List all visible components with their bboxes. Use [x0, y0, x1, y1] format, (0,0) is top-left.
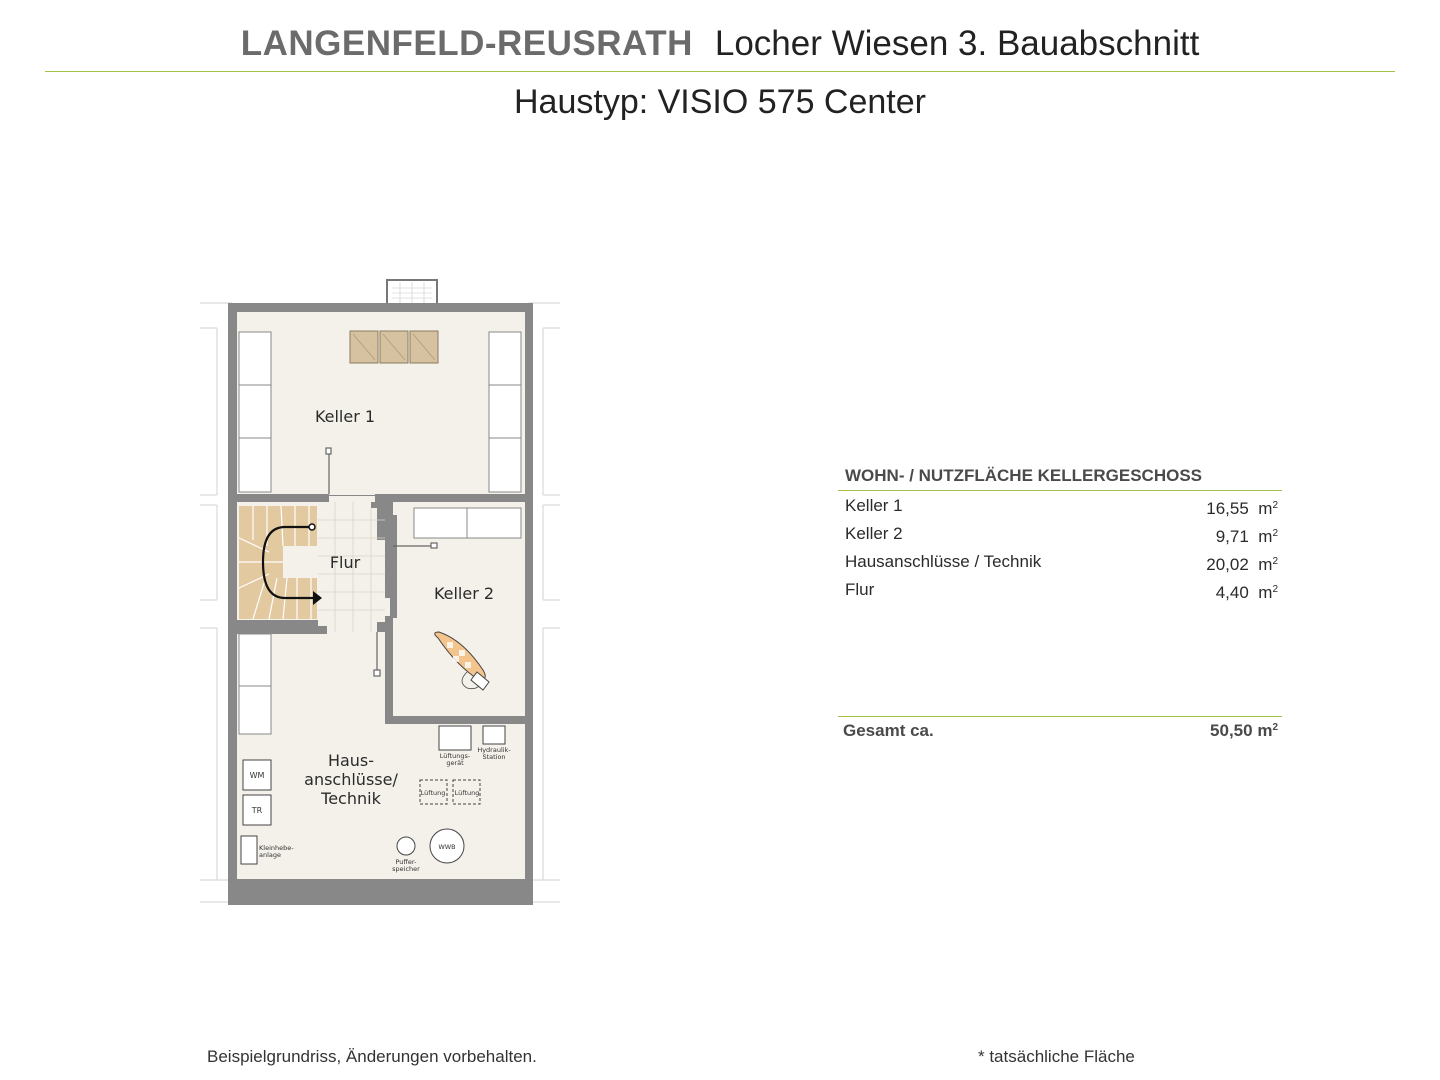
page-header — [0, 22, 1440, 66]
area-row — [838, 492, 1282, 520]
label-hydraulik-2: Station — [482, 753, 506, 761]
area-row — [838, 520, 1282, 548]
area-table-title: WOHN- / NUTZFLÄCHE KELLERGESCHOSS — [838, 466, 1282, 491]
area-table — [838, 466, 1282, 604]
header-divider — [45, 71, 1395, 72]
label-tr: TR — [251, 806, 263, 815]
lifting-unit — [241, 836, 257, 864]
area-table-rows — [838, 491, 1282, 604]
label-keller1: Keller 1 — [314, 407, 376, 426]
label-flur: Flur — [329, 553, 361, 572]
area-total — [838, 716, 1282, 741]
area-total-label: Gesamt ca. — [843, 721, 934, 740]
project-title: Locher Wiesen 3. Bauabschnitt — [714, 24, 1200, 63]
area-row-value: 16,55 $m^2$ — [1206, 499, 1278, 518]
ventilation-unit — [439, 726, 471, 750]
label-keller2: Keller 2 — [433, 584, 495, 603]
footer-disclaimer: Beispielgrundriss, Änderungen vorbehalten. — [207, 1047, 537, 1066]
hydraulic-station — [483, 726, 505, 744]
label-kleinhebe-1: Kleinhebe- — [259, 844, 294, 852]
area-total-value: 50,50 $m^2$ — [1210, 721, 1278, 740]
area-row-value: 9,71 $m^2$ — [1215, 527, 1278, 546]
keller2-shelves — [414, 508, 521, 538]
label-lueftung-a: Lüftung — [420, 789, 446, 797]
label-lueftungsgeraet-1: Lüftungs- — [439, 752, 471, 760]
label-technik-line1: Haus- — [327, 751, 375, 770]
label-kleinhebe-2: anlage — [259, 851, 282, 859]
area-row — [838, 548, 1282, 576]
area-row-name: Keller 1 — [845, 496, 903, 515]
area-row-name: Keller 2 — [845, 524, 903, 543]
house-type-title: Haustyp: VISIO 575 Center — [514, 83, 926, 121]
technik-shelves — [239, 634, 271, 734]
label-wwb: WWB — [438, 843, 456, 851]
area-row — [838, 576, 1282, 604]
label-puffer-2: speicher — [392, 865, 420, 873]
label-wm: WM — [249, 771, 265, 780]
label-lueftungsgeraet-2: gerät — [446, 759, 464, 767]
area-row-value: 20,02 $m^2$ — [1206, 555, 1278, 574]
floor-plan — [195, 270, 565, 910]
area-row-name: Hausanschlüsse / Technik — [845, 552, 1042, 571]
staircase — [239, 506, 322, 619]
footer-note: * tatsächliche Fläche — [978, 1047, 1135, 1066]
area-row-name: Flur — [845, 580, 875, 599]
label-technik-line2: anschlüsse/ — [304, 770, 398, 789]
label-lueftung-b: Lüftung — [454, 789, 480, 797]
buffer-tank — [397, 837, 415, 855]
light-well — [387, 280, 437, 304]
label-hydraulik-1: Hydraulik- — [477, 746, 511, 754]
label-puffer-1: Puffer- — [395, 858, 417, 866]
storage-boxes — [350, 331, 438, 363]
brand-title: LANGENFELD-REUSRATH — [240, 24, 693, 63]
label-technik-line3: Technik — [321, 789, 381, 808]
area-row-value: 4,40 $m^2$ — [1215, 583, 1278, 602]
